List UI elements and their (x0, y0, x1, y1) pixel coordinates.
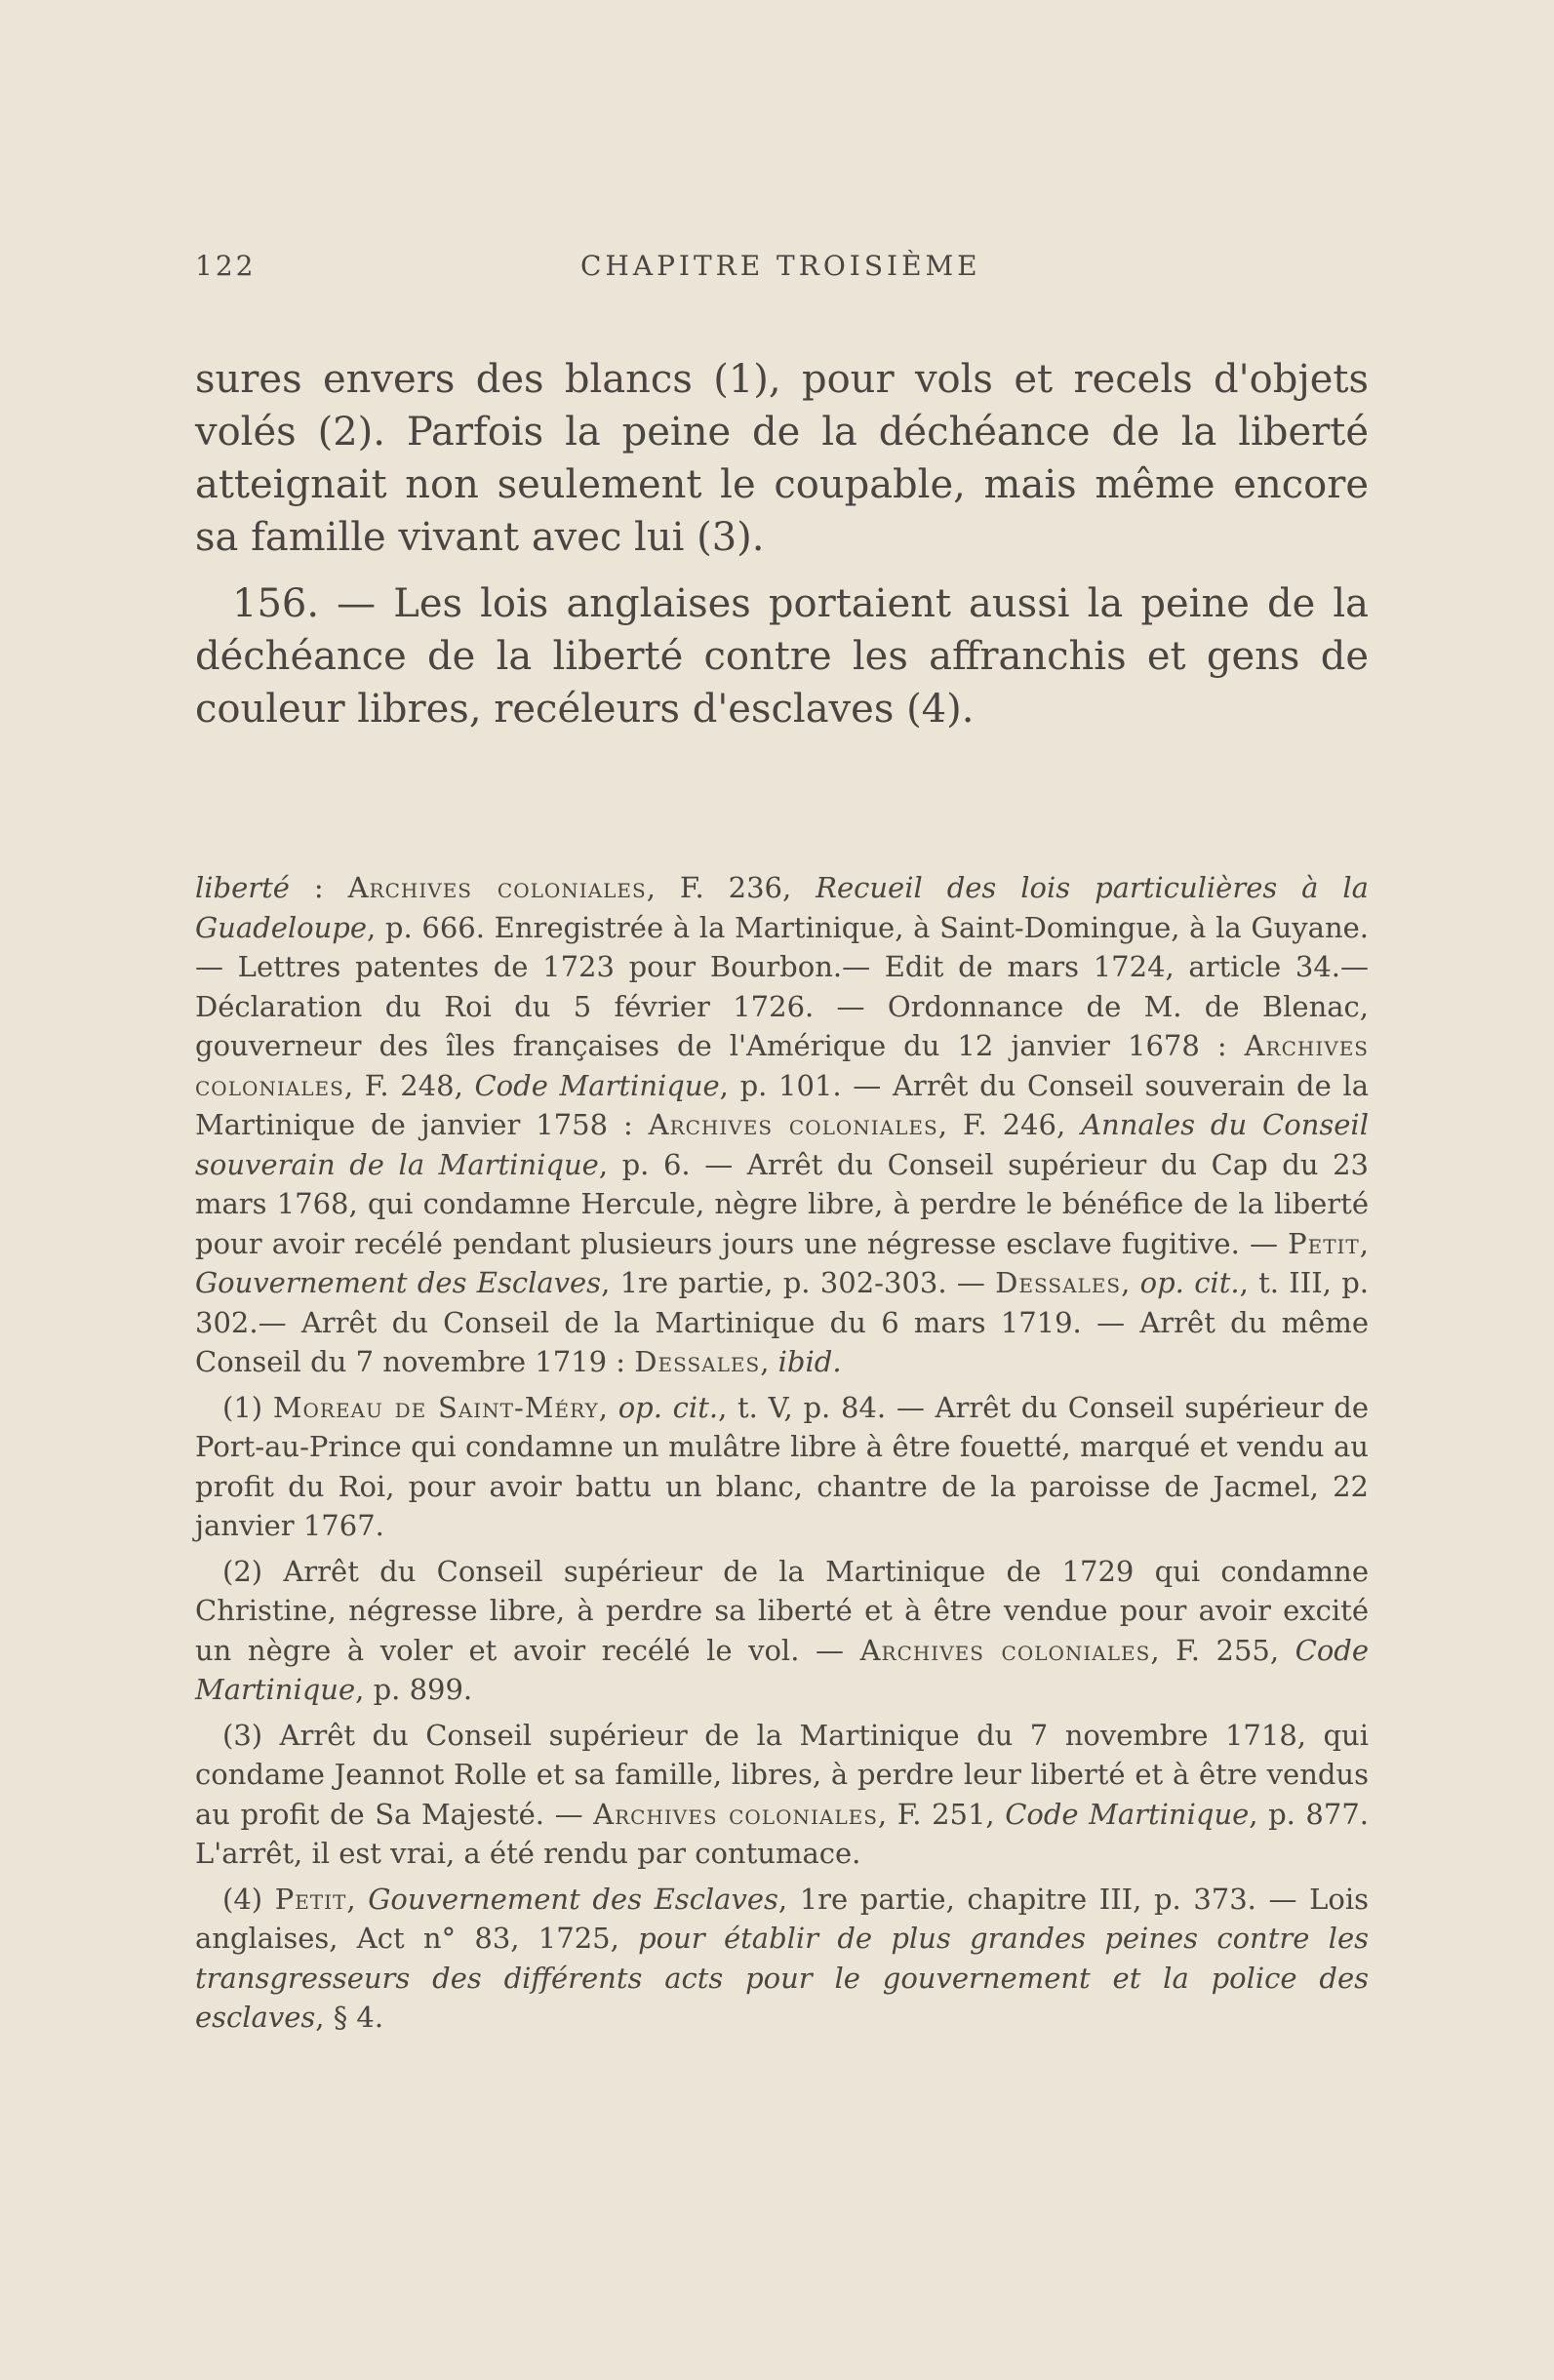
text-run: , 1re partie, chapitre III, p. 373. — Lois anglaises, Act n° 83, 1725, (195, 1882, 1369, 1955)
text-run: , p. 899. (355, 1673, 473, 1706)
smallcaps-text: Petit (274, 1882, 347, 1916)
smallcaps-text: Archives coloniales (593, 1797, 878, 1831)
text-run: , 1re partie, p. 302-303. — (601, 1266, 996, 1299)
running-head: CHAPITRE TROISIÈME (580, 250, 981, 282)
text-run: , (598, 1390, 618, 1424)
italic-text: Gouvernement des Esclaves (368, 1882, 778, 1916)
italic-text: Recueil des lois particulières à la Guadeloupe (195, 871, 1369, 944)
smallcaps-text: Petit (1288, 1226, 1360, 1260)
text-run: , (1121, 1266, 1140, 1299)
footnote-4 (195, 1880, 1369, 2038)
text-run: , (760, 1345, 778, 1378)
body-text (195, 353, 1369, 735)
italic-text: Code Martinique (474, 1068, 720, 1102)
footnote-1 (195, 1388, 1369, 1546)
italic-text: op. cit. (1139, 1266, 1240, 1299)
text-run: (3) Arrêt du Conseil supérieur de la Martinique du 7 novembre 1718, qui condame Jeannot Rolle et sa famille, libres, à perdre leur liberté et à être vendus au profit de Sa Majesté. — (195, 1718, 1369, 1831)
smallcaps-text: Dessales (995, 1266, 1122, 1299)
footnote-3 (195, 1716, 1369, 1874)
footnote-continuation (195, 868, 1369, 1382)
italic-text: liberté (195, 871, 290, 904)
text-run: , F. 248, (343, 1068, 475, 1102)
text-run: , (346, 1882, 369, 1916)
italic-text: pour établir de plus grandes peines contre les transgresseurs des différents acts pour le gouvernement et la police des esclaves (195, 1922, 1369, 2034)
italic-text: Annales du Conseil souverain de la Martinique (195, 1108, 1369, 1181)
text-run: , p. 666. Enregistrée à la Martinique, à Saint-Domingue, à la Guyane.— Lettres patentes de 1723 pour Bourbon.— Edit de mars 1724, article 34.— Déclaration du Roi du 5 février 1726. — Ordonnance de M. de Blenac, gouverneur des îles françaises de l'Amérique du 12 janvier 1678 : (195, 910, 1369, 1062)
text-run: , t. V, p. 84. — Arrêt du Conseil supérieur de Port-au-Prince qui condamne un mulâtre libre à être fouetté, marqué et vendu au profit du Roi, pour avoir battu un blanc, chantre de la paroisse de Jacmel, 22 janvier 1767. (195, 1390, 1369, 1542)
text-run: : (289, 871, 348, 904)
paragraph-continued: sures envers des blancs (1), pour vols et recels d'objets volés (2). Parfois la peine de la déchéance de la liberté atteignait non seulement le coupable, mais même encore sa famille vivant avec lui (3). (195, 357, 1369, 560)
smallcaps-text: Archives coloniales (195, 1029, 1369, 1102)
footnote-2 (195, 1552, 1369, 1710)
italic-text: Gouvernement des Esclaves (195, 1266, 602, 1299)
text-run: , p. 6. — Arrêt du Conseil supérieur du Cap du 23 mars 1768, qui condamne Hercule, nègre libre, à perdre le bénéfice de la liberté pour avoir recélé pendant plusieurs jours une négresse esclave fugitive. — (195, 1147, 1369, 1260)
text-run: , (1359, 1226, 1369, 1260)
italic-text: ibid. (777, 1345, 842, 1378)
text-run: , F. 255, (1150, 1633, 1295, 1667)
italic-text: op. cit. (618, 1390, 719, 1424)
text-run: (4) (222, 1882, 275, 1916)
smallcaps-text: Archives coloniales (347, 871, 647, 904)
italic-text: Code Martinique (195, 1633, 1369, 1706)
smallcaps-text: Archives coloniales (648, 1108, 938, 1141)
italic-text: Code Martinique (1005, 1797, 1250, 1831)
text-run: , F. 236, (646, 871, 817, 904)
paragraph-156: 156. — Les lois anglaises portaient aussi la peine de la déchéance de la liberté contre les affranchis et gens de couleur libres, recéleurs d'esclaves (4). (195, 581, 1369, 732)
page-header (195, 250, 1366, 289)
text-run: , F. 246, (937, 1108, 1082, 1141)
smallcaps-text: Archives coloniales (859, 1633, 1151, 1667)
text-run: , § 4. (315, 2001, 384, 2034)
footnotes (195, 868, 1369, 2038)
text-run: (2) Arrêt du Conseil supérieur de la Martinique de 1729 qui condamne Christine, négresse libre, à perdre sa liberté et à être vendue pour avoir excité un nègre à voler et avoir recélé le vol. — (195, 1554, 1369, 1667)
text-run: (1) (222, 1390, 273, 1424)
text-run: , F. 251, (877, 1797, 1006, 1831)
text-run: , t. III, p. 302.— Arrêt du Conseil de la Martinique du 6 mars 1719. — Arrêt du même Conseil du 7 novembre 1719 : (195, 1266, 1369, 1378)
text-run: , p. 877. L'arrêt, il est vrai, a été rendu par contumace. (195, 1797, 1369, 1870)
text-run: , p. 101. — Arrêt du Conseil souverain de la Martinique de janvier 1758 : (195, 1068, 1369, 1141)
page-number: 122 (195, 250, 257, 282)
smallcaps-text: Dessales (634, 1345, 761, 1378)
smallcaps-text: Moreau de Saint-Méry (272, 1390, 599, 1424)
